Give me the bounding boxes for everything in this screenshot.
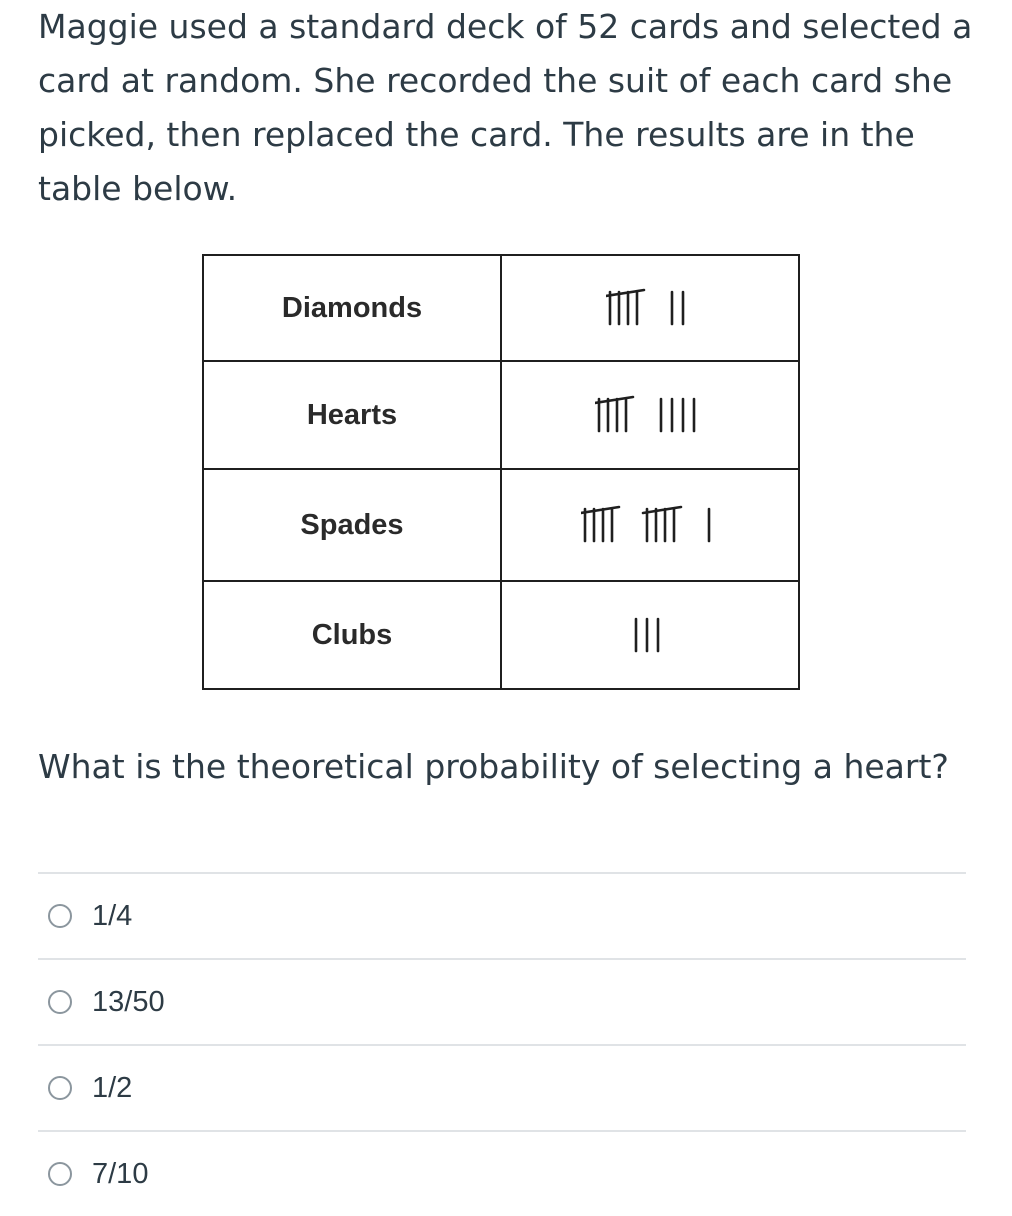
suit-cell: Hearts [203, 361, 501, 469]
answer-option[interactable] [38, 958, 966, 1044]
tally-marks [501, 469, 799, 581]
tally-marks [501, 255, 799, 361]
answer-option[interactable] [38, 1130, 966, 1216]
answer-label: 1/2 [92, 1071, 133, 1104]
tally-marks [501, 361, 799, 469]
radio-button[interactable] [48, 1076, 72, 1100]
answer-label: 7/10 [92, 1157, 149, 1190]
radio-button[interactable] [48, 1162, 72, 1186]
table-row [203, 361, 799, 469]
tally-svg [632, 613, 669, 657]
radio-button[interactable] [48, 904, 72, 928]
suit-cell: Diamonds [203, 255, 501, 361]
tally-svg [606, 286, 694, 330]
question-intro: Maggie used a standard deck of 52 cards and selected a card at random. She recorded the suit of each card she picked, then replaced the card. The results are in the table below. [38, 7, 973, 208]
tally-marks [501, 581, 799, 689]
table-row [203, 469, 799, 581]
answer-list [38, 872, 966, 1216]
table-row [203, 581, 799, 689]
results-table [202, 254, 800, 690]
answer-option[interactable] [38, 872, 966, 958]
answer-label: 13/50 [92, 985, 165, 1018]
question-prompt: What is the theoretical probability of selecting a heart? [38, 747, 949, 786]
radio-button[interactable] [48, 990, 72, 1014]
suit-cell: Clubs [203, 581, 501, 689]
table-row [203, 255, 799, 361]
tally-svg [595, 393, 705, 437]
answer-option[interactable] [38, 1044, 966, 1130]
suit-cell: Spades [203, 469, 501, 581]
tally-svg [581, 503, 720, 547]
answer-label: 1/4 [92, 899, 133, 932]
